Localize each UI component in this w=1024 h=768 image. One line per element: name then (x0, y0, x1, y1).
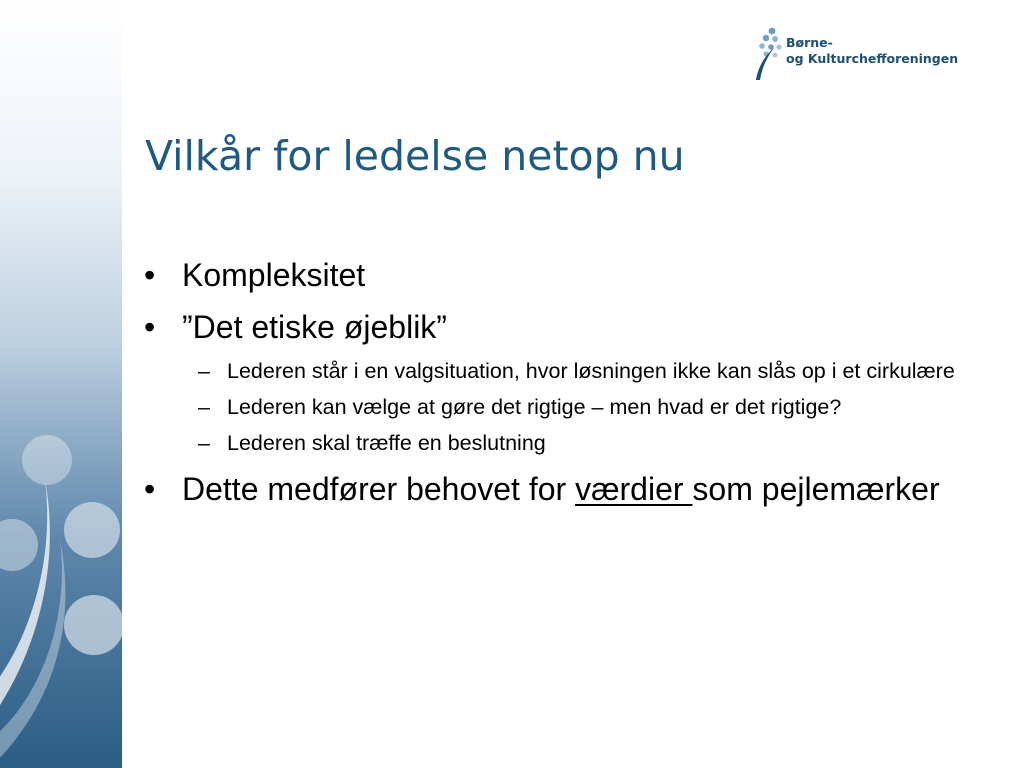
subbullet-text: Lederen kan vælge at gøre det rigtige – men hvad er det rigtige? (227, 395, 842, 419)
organization-logo (752, 26, 972, 82)
subbullet-marker: – (198, 395, 210, 419)
decor-circle (22, 435, 72, 485)
decor-circle (64, 502, 120, 558)
subbullet-item (140, 428, 1000, 458)
bullet-marker: • (144, 309, 156, 345)
bullet-text-after: som pejlemærker (692, 471, 940, 507)
bullet-text: Kompleksitet (182, 257, 366, 293)
slide-title: Vilkår for ledelse netop nu (145, 132, 685, 180)
subbullet-text: Lederen står i en valgsituation, hvor løsningen ikke kan slås op i et cirkulære (227, 359, 955, 383)
logo-line-1: Børne- (786, 35, 833, 50)
bullet-marker: • (144, 257, 156, 293)
subbullet-text: Lederen skal træffe en beslutning (227, 431, 546, 455)
bullet-text: ”Det etiske øjeblik” (182, 309, 447, 345)
decorative-side-band (0, 0, 122, 768)
slide-body (140, 252, 1000, 518)
subbullet-marker: – (198, 359, 210, 383)
bullet-item (140, 466, 1000, 512)
side-band-graphic (0, 0, 122, 768)
decor-circle (64, 595, 122, 655)
logo-wordmark (786, 35, 958, 67)
logo-line-2: og Kulturchefforeningen (786, 51, 959, 66)
bullet-item (140, 304, 1000, 350)
bullet-marker: • (144, 471, 156, 507)
subbullet-item (140, 356, 1000, 386)
subbullet-item (140, 392, 1000, 422)
logo-mark-icon (752, 26, 788, 82)
bullet-item (140, 252, 1000, 298)
subbullet-marker: – (198, 431, 210, 455)
underlined-word: værdier (575, 471, 693, 507)
bullet-text-before: Dette medfører behovet for (182, 471, 576, 507)
